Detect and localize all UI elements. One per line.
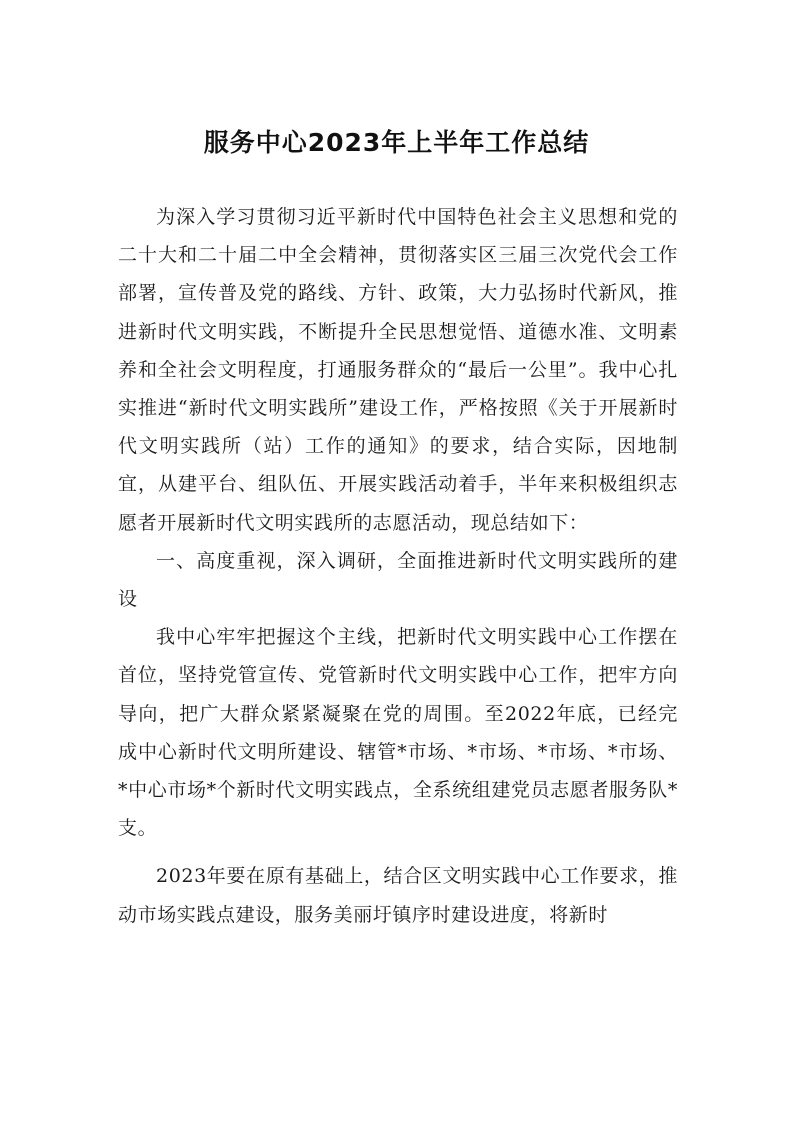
document-body bbox=[118, 198, 678, 934]
paragraph-section-1: 我中心牢牢把握这个主线，把新时代文明实践中心工作摆在首位，坚持党管宣传、党管新时代文明实践中心工作，把牢方向导向，把广大群众紧紧凝聚在党的周围。至2022年底，已经完成中心新时代文明所建设、辖管*市场、*市场、*市场、*市场、*中心市场*个新时代文明实践点，全系统组建党员志愿者服务队*支。 bbox=[118, 626, 678, 840]
paragraph-intro: 为深入学习贯彻习近平新时代中国特色社会主义思想和党的二十大和二十届二中全会精神，贯彻落实区三届三次党代会工作部署，宣传普及党的路线、方针、政策，大力弘扬时代新风，推进新时代文明实践，不断提升全民思想觉悟、道德水准、文明素养和全社会文明程度，打通服务群众的“最后一公里”。我中心扎实推进“新时代文明实践所”建设工作，严格按照《关于开展新时代文明实践所（站）工作的通知》的要求，结合实际，因地制宜，从建平台、组队伍、开展实践活动着手，半年来积极组织志愿者开展新时代文明实践所的志愿活动，现总结如下： bbox=[118, 206, 678, 534]
document-title: 服务中心2023年上半年工作总结 bbox=[203, 128, 590, 157]
paragraph-2023-plan: 2023年要在原有基础上，结合区文明实践中心工作要求，推动市场实践点建设，服务美丽圩镇序时建设进度，将新时 bbox=[118, 865, 678, 926]
section-heading-1: 一、高度重视，深入调研，全面推进新时代文明实践所的建设 bbox=[118, 549, 678, 611]
